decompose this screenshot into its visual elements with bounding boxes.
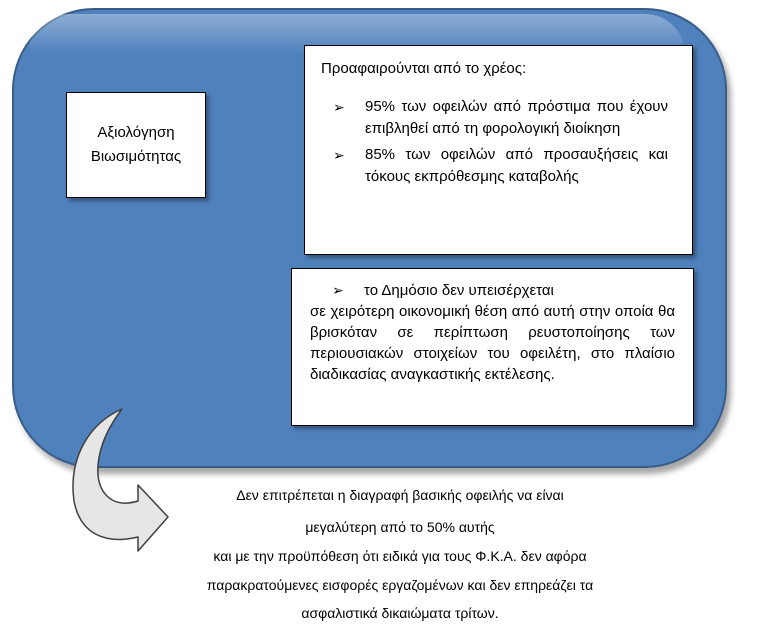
bottom-text-line4: παρακρατούμενες εισφορές εργαζομένων και δεν επηρεάζει τα [206, 577, 594, 593]
arrow-bullet-icon: ➢ [333, 147, 345, 163]
evaluation-label-line1: Αξιολόγηση [97, 124, 175, 141]
arrow-bullet-icon: ➢ [333, 99, 345, 115]
evaluation-label-line2: Βιωσιμότητας [90, 148, 182, 165]
public-condition-first-line [310, 279, 675, 301]
public-condition-box [291, 268, 694, 426]
deduction-item-text: 95% των οφειλών από πρόστιμα που έχουν επιβληθεί από τη φορολογική διοίκηση [365, 98, 668, 137]
deduction-title: Προαφαιρούνται από το χρέος: [321, 60, 527, 77]
arrow-bullet-icon: ➢ [332, 282, 344, 298]
bottom-text-line1: Δεν επιτρέπεται η διαγραφή βασικής οφειλής να είναι [236, 487, 564, 503]
evaluation-box [66, 92, 206, 198]
bottom-text-line2: μεγαλύτερη από το 50% αυτής [305, 519, 495, 535]
deduction-item [321, 144, 676, 188]
deduction-box [304, 45, 693, 255]
evaluation-label [91, 121, 181, 169]
public-condition-body: σε χειρότερη οικονομική θέση από αυτή στην οποία θα βρισκόταν σε περίπτωση ρευστοποίησης των περιουσιακών στοιχείων του οφειλέτη, στο πλαίσιο διαδικασίας αναγκαστικής εκτέλεσης. [310, 303, 675, 383]
public-condition-lead: το Δημόσιο δεν υπεισέρχεται [364, 281, 554, 299]
deduction-item [321, 96, 676, 140]
bottom-text-line5: ασφαλιστικά δικαιώματα τρίτων. [301, 605, 499, 621]
bottom-text-line3: και με την προϋπόθεση ότι ειδικά για τους Φ.Κ.Α. δεν αφόρα [213, 548, 587, 564]
deduction-item-text: 85% των οφειλών από προσαυξήσεις και τόκους εκπρόθεσμης καταβολής [365, 146, 668, 185]
